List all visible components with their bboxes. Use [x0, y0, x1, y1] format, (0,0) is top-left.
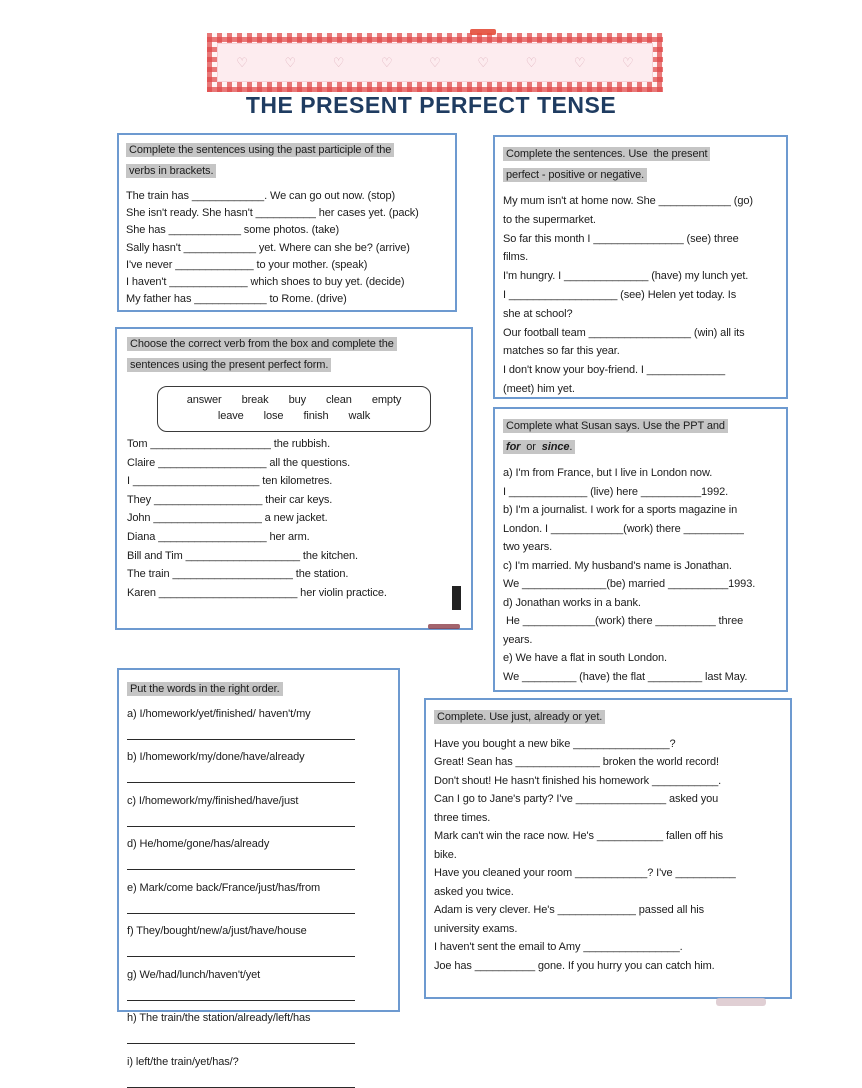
- since-keyword: since: [541, 440, 570, 453]
- answer-blank-line: [127, 947, 355, 957]
- exercise-2-box: [115, 327, 473, 630]
- exercise-4-box: [493, 135, 788, 399]
- sentence-line: I don't know your boy-friend. I _____________: [503, 364, 726, 377]
- sentence-line: d) Jonathan works in a bank.: [503, 596, 641, 609]
- sentence-line: university exams.: [434, 922, 518, 935]
- exercise-4-header-line2: perfect - positive or negative.: [503, 168, 647, 182]
- heart-icon: ♡: [332, 54, 345, 70]
- exercise-1-header-line1: Complete the sentences using the past participle of the: [126, 143, 394, 157]
- exercise-5-header: [503, 416, 778, 457]
- or-word: or: [520, 440, 542, 453]
- reorder-item: [127, 837, 390, 870]
- heart-icon: ♡: [380, 54, 393, 70]
- sentence-line: films.: [503, 251, 529, 264]
- sentence-line: Diana __________________ her arm.: [127, 530, 310, 543]
- reorder-item: [127, 794, 390, 827]
- sentence-line: Karen _______________________ her violin practice.: [127, 586, 387, 599]
- sentence-line: b) I'm a journalist. I work for a sports magazine in: [503, 504, 738, 516]
- sentence-line: Great! Sean has ______________ broken the world record!: [434, 756, 719, 768]
- sentence-line: Adam is very clever. He's _____________ passed all his: [434, 904, 705, 916]
- exercise-5-box: [493, 407, 788, 692]
- answer-blank-line: [127, 1078, 355, 1088]
- reorder-item-text: d) He/home/gone/has/already: [127, 838, 270, 850]
- sentence-line: Can I go to Jane's party? I've _______________ asked you: [434, 793, 719, 805]
- heart-icon: ♡: [284, 54, 297, 70]
- verb-word: buy: [288, 394, 307, 406]
- verb-word: answer: [186, 394, 222, 406]
- sentence-line: I _____________ (live) here __________1992.: [503, 485, 729, 498]
- gingham-banner: [207, 33, 663, 92]
- exercise-1-header: [126, 140, 448, 181]
- exercise-3-header: [127, 679, 390, 700]
- exercise-4-header-line1: Complete the sentences. Use the present: [503, 147, 710, 161]
- answer-blank-line: [127, 860, 355, 870]
- sentence-line: to the supermarket.: [503, 213, 596, 226]
- sentence-line: I'm hungry. I ______________ (have) my lunch yet.: [503, 270, 749, 283]
- scan-artifact-black-bar: [452, 586, 461, 610]
- reorder-item: [127, 1011, 390, 1044]
- verb-word: empty: [371, 394, 402, 406]
- sentence-line: years.: [503, 633, 533, 646]
- answer-blank-line: [127, 773, 355, 783]
- sentence-line: My father has ____________ to Rome. (drive): [126, 293, 347, 306]
- exercise-6-header-text: Complete. Use just, already or yet.: [434, 710, 605, 724]
- sentence-line: c) I'm married. My husband's name is Jonathan.: [503, 559, 732, 572]
- sentence-line: Mark can't win the race now. He's ___________ fallen off his: [434, 830, 724, 842]
- sentence-line: The train ____________________ the station.: [127, 568, 349, 581]
- reorder-item-text: c) I/homework/my/finished/have/just: [127, 794, 299, 807]
- verb-word: clean: [326, 394, 352, 406]
- exercise-1-box: [117, 133, 457, 312]
- answer-blank-line: [127, 991, 355, 1001]
- hearts-row: [218, 44, 652, 81]
- verb-word: leave: [217, 410, 244, 422]
- sentence-line: She isn't ready. She hasn't __________ her cases yet. (pack): [126, 207, 419, 220]
- sentence-line: asked you twice.: [434, 885, 514, 898]
- sentence-line: (meet) him yet.: [503, 382, 575, 395]
- heart-icon: ♡: [429, 54, 441, 70]
- verb-word: lose: [263, 410, 284, 422]
- exercise-5-header-line2: [503, 440, 575, 454]
- heart-icon: ♡: [622, 54, 634, 70]
- reorder-item: [127, 924, 390, 957]
- sentence-line: three times.: [434, 811, 491, 824]
- sentence-line: Bill and Tim ___________________ the kitchen.: [127, 549, 358, 562]
- heart-icon: ♡: [573, 54, 586, 70]
- header-period: .: [569, 440, 573, 453]
- exercise-2-header-line1: Choose the correct verb from the box and complete the: [127, 337, 397, 351]
- exercise-4-header: [503, 144, 778, 185]
- sentence-line: Have you bought a new bike ________________?: [434, 737, 676, 750]
- sentence-line: So far this month I _______________ (see) three: [503, 232, 739, 245]
- verb-word-box: [157, 386, 431, 432]
- verb-word-row: [158, 408, 430, 424]
- verb-word: finish: [303, 410, 329, 422]
- sentence-line: My mum isn't at home now. She ____________ (go): [503, 195, 753, 207]
- sentence-line: The train has ____________. We can go out now. (stop): [126, 190, 396, 202]
- sentence-line: John __________________ a new jacket.: [127, 512, 328, 525]
- sentence-line: We _________ (have) the flat _________ last May.: [503, 670, 748, 683]
- sentence-line: London. I ____________(work) there __________: [503, 522, 744, 535]
- sentence-line: Our football team _________________ (win) all its: [503, 326, 745, 339]
- reorder-item: [127, 1055, 390, 1088]
- answer-blank-line: [127, 1034, 355, 1044]
- scan-artifact-pink-smudge: [716, 998, 766, 1006]
- reorder-item-text: b) I/homework/my/done/have/already: [127, 751, 305, 763]
- sentence-line: Claire __________________ all the questions.: [127, 456, 351, 469]
- sentence-line: a) I'm from France, but I live in London now.: [503, 467, 713, 479]
- heart-icon: ♡: [525, 54, 538, 70]
- answer-blank-line: [127, 817, 355, 827]
- reorder-item-text: h) The train/the station/already/left/has: [127, 1012, 311, 1024]
- sentence-line: I've never _____________ to your mother. (speak): [126, 258, 368, 271]
- reorder-item: [127, 968, 390, 1001]
- sentence-line: she at school?: [503, 307, 573, 320]
- reorder-item-text: e) Mark/come back/France/just/has/from: [127, 881, 321, 894]
- sentence-line: She has ____________ some photos. (take): [126, 224, 340, 237]
- exercise-2-header: [127, 334, 461, 375]
- exercise-2-header-line2: sentences using the present perfect form.: [127, 358, 331, 372]
- sentence-line: They __________________ their car keys.: [127, 493, 333, 506]
- answer-blank-line: [127, 730, 355, 740]
- sentence-line: We ______________(be) married __________1993.: [503, 578, 756, 590]
- sentence-line: I _____________________ ten kilometres.: [127, 475, 333, 488]
- verb-word: break: [241, 394, 269, 406]
- sentence-line: Joe has __________ gone. If you hurry you can catch him.: [434, 959, 715, 972]
- answer-blank-line: [127, 904, 355, 914]
- exercise-6-header: [434, 707, 782, 728]
- sentence-line: e) We have a flat in south London.: [503, 652, 667, 664]
- sentence-line: Have you cleaned your room ____________? I've __________: [434, 867, 736, 879]
- sentence-line: matches so far this year.: [503, 345, 620, 358]
- scan-artifact-red-dash: [470, 29, 496, 35]
- reorder-item-text: i) left/the train/yet/has/?: [127, 1055, 239, 1068]
- reorder-item: [127, 881, 390, 914]
- reorder-item-text: a) I/homework/yet/finished/ haven't/my: [127, 707, 311, 720]
- banner-inner-panel: [217, 43, 653, 82]
- page-title: THE PRESENT PERFECT TENSE: [245, 92, 617, 118]
- exercise-3-header-text: Put the words in the right order.: [127, 682, 283, 696]
- sentence-line: two years.: [503, 541, 553, 553]
- sentence-line: He ____________(work) there __________ three: [503, 615, 744, 627]
- sentence-line: I __________________ (see) Helen yet today. Is: [503, 288, 737, 301]
- heart-icon: ♡: [236, 54, 248, 70]
- sentence-line: bike.: [434, 848, 457, 861]
- reorder-item-text: g) We/had/lunch/haven't/yet: [127, 968, 261, 981]
- exercise-3-box: [117, 668, 400, 1068]
- verb-word-row: [158, 392, 430, 408]
- reorder-item-text: f) They/bought/new/a/just/have/house: [127, 925, 307, 937]
- scan-artifact-red-smudge: [428, 624, 460, 629]
- exercise-5-header-line1: Complete what Susan says. Use the PPT and: [503, 419, 728, 433]
- sentence-line: I haven't _____________ which shoes to buy yet. (decide): [126, 276, 405, 289]
- sentence-line: Don't shout! He hasn't finished his homework ___________.: [434, 774, 722, 787]
- exercise-6-box: [424, 698, 792, 999]
- reorder-item: [127, 750, 390, 783]
- verb-word: walk: [348, 410, 371, 422]
- heart-icon: ♡: [477, 54, 490, 70]
- for-keyword: for: [506, 440, 521, 453]
- reorder-item: [127, 707, 390, 740]
- sentence-line: I haven't sent the email to Amy ________________.: [434, 941, 683, 953]
- sentence-line: Sally hasn't ____________ yet. Where can she be? (arrive): [126, 241, 410, 254]
- sentence-line: Tom ____________________ the rubbish.: [127, 438, 331, 450]
- exercise-1-header-line2: verbs in brackets.: [126, 164, 216, 178]
